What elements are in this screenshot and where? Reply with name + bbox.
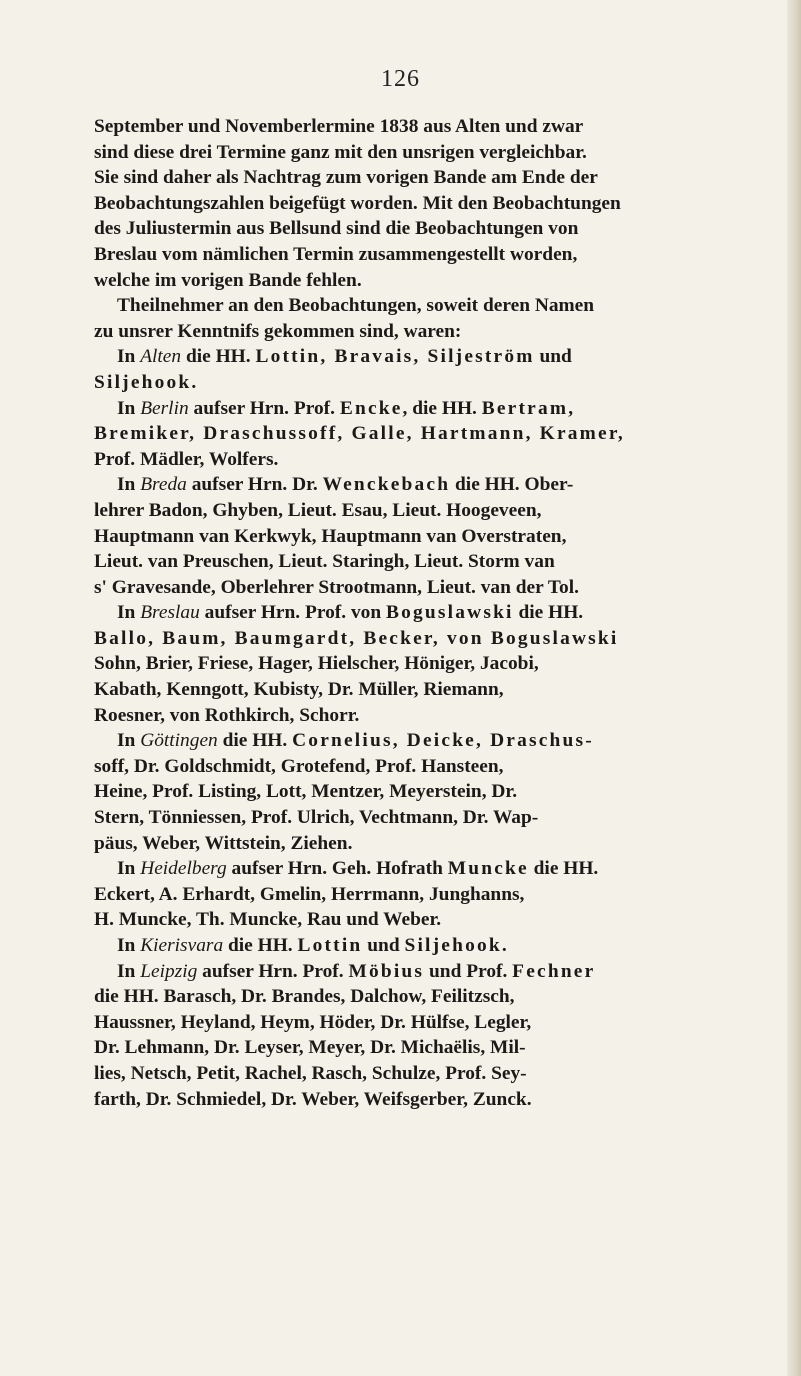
person-names: Cornelius, Deicke, Draschus- — [292, 730, 594, 752]
text-fragment: In — [117, 346, 141, 368]
text-line: H. Muncke, Th. Muncke, Rau und Weber. — [94, 909, 442, 931]
text-line: Beobachtungszahlen beigefügt worden. Mit den Beobachtungen — [94, 192, 621, 214]
text-line: zu unsrer Kenntnifs gekommen sind, waren: — [94, 320, 462, 342]
person-names: Boguslawski — [385, 602, 514, 624]
person-names: Möbius — [348, 960, 425, 982]
text-line: Eckert, A. Erhardt, Gmelin, Herrmann, Junghanns, — [94, 883, 525, 905]
text-line — [94, 600, 772, 626]
text-line: Sohn, Brier, Friese, Hager, Hielscher, Höniger, Jacobi, — [94, 653, 539, 675]
text-line: September und Novemberlermine 1838 aus Alten und zwar — [94, 116, 584, 137]
text-fragment: die HH. — [217, 730, 293, 752]
place-name: Göttingen — [140, 730, 218, 752]
text-line: welche im vorigen Bande fehlen. — [94, 269, 362, 291]
text-line: Kabath, Kenngott, Kubisty, Dr. Müller, Riemann, — [94, 679, 504, 701]
text-fragment: und — [362, 935, 405, 956]
text-line: Ballo, Baum, Baumgardt, Becker, von Boguslawski — [94, 627, 619, 649]
text-line: Siljehook. — [94, 371, 199, 393]
text-fragment: die HH. — [181, 346, 256, 368]
text-line: Theilnehmer an den Beobachtungen, soweit deren Namen — [117, 295, 595, 317]
text-line: sind diese drei Termine ganz mit den unsrigen vergleichbar. — [94, 141, 587, 163]
text-fragment: In — [117, 858, 141, 880]
body-text — [94, 114, 772, 1112]
person-names: Muncke — [447, 858, 529, 880]
text-fragment: die HH. Ober- — [450, 474, 574, 496]
text-fragment: In — [117, 935, 141, 956]
text-fragment: In — [117, 474, 141, 496]
page-number: 126 — [381, 66, 420, 92]
text-fragment: In — [117, 397, 141, 419]
text-line: Heine, Prof. Listing, Lott, Mentzer, Meyerstein, Dr. — [94, 781, 518, 803]
text-line — [94, 959, 772, 985]
text-fragment: die HH. — [223, 935, 298, 956]
text-fragment: aufser Hrn. Geh. Hofrath — [226, 858, 448, 880]
text-line: päus, Weber, Wittstein, Ziehen. — [94, 832, 353, 854]
text-fragment: die HH. — [513, 602, 584, 624]
text-fragment: In — [117, 602, 141, 624]
text-fragment: und Prof. — [424, 960, 513, 982]
text-fragment: , die HH. — [402, 397, 482, 419]
text-line — [94, 933, 772, 959]
person-names: Siljehook. — [404, 935, 509, 956]
text-line: Dr. Lehmann, Dr. Leyser, Meyer, Dr. Michaëlis, Mil- — [94, 1037, 526, 1059]
text-line: lies, Netsch, Petit, Rachel, Rasch, Schulze, Prof. Sey- — [94, 1062, 527, 1084]
person-names: Fechner — [512, 960, 596, 982]
page-edge-shadow — [787, 0, 801, 1376]
text-line: Stern, Tönniessen, Prof. Ulrich, Vechtmann, Dr. Wap- — [94, 807, 539, 829]
text-line: Prof. Mädler, Wolfers. — [94, 448, 279, 470]
place-name: Leipzig — [140, 960, 198, 982]
text-line — [94, 856, 772, 882]
text-line: Sie sind daher als Nachtrag zum vorigen Bande am Ende der — [94, 167, 598, 189]
text-fragment: aufser Hrn. Prof. — [188, 397, 340, 419]
text-line: Bremiker, Draschussoff, Galle, Hartmann, Kramer, — [94, 423, 625, 445]
text-line — [94, 728, 772, 754]
text-line: Roesner, von Rothkirch, Schorr. — [94, 704, 360, 726]
person-names: Bertram, — [481, 397, 576, 419]
text-line: s' Gravesande, Oberlehrer Strootmann, Lieut. van der Tol. — [94, 576, 579, 598]
text-fragment: aufser Hrn. Prof. — [197, 960, 349, 982]
text-fragment: aufser Hrn. Prof. von — [199, 602, 386, 624]
text-line: Hauptmann van Kerkwyk, Hauptmann van Overstraten, — [94, 525, 567, 547]
person-names: Encke — [339, 397, 403, 419]
text-line — [94, 344, 772, 370]
text-line: lehrer Badon, Ghyben, Lieut. Esau, Lieut. Hoogeveen, — [94, 499, 542, 521]
text-line: des Juliustermin aus Bellsund sind die Beobachtungen von — [94, 218, 579, 240]
text-fragment: In — [117, 960, 141, 982]
text-line: Haussner, Heyland, Heym, Höder, Dr. Hülfse, Legler, — [94, 1011, 532, 1033]
text-line — [94, 396, 772, 422]
person-names: Lottin — [297, 935, 363, 956]
text-fragment: die HH. — [528, 858, 599, 880]
text-fragment: aufser Hrn. Dr. — [186, 474, 323, 496]
text-fragment: In — [117, 730, 141, 752]
text-line: Breslau vom nämlichen Termin zusammengestellt worden, — [94, 243, 578, 265]
text-line: Lieut. van Preuschen, Lieut. Staringh, Lieut. Storm van — [94, 551, 555, 573]
text-line — [94, 472, 772, 498]
place-name: Kierisvara — [140, 935, 224, 956]
person-names: Wenckebach — [322, 474, 451, 496]
place-name: Breda — [140, 474, 187, 496]
text-line: farth, Dr. Schmiedel, Dr. Weber, Weifsgerber, Zunck. — [94, 1088, 532, 1110]
text-line: soff, Dr. Goldschmidt, Grotefend, Prof. Hansteen, — [94, 755, 504, 777]
place-name: Breslau — [140, 602, 200, 624]
person-names: Lottin, Bravais, Siljeström — [255, 346, 535, 368]
place-name: Alten — [140, 346, 182, 368]
place-name: Berlin — [140, 397, 189, 419]
text-fragment: und — [534, 346, 572, 368]
text-line: die HH. Barasch, Dr. Brandes, Dalchow, Feilitzsch, — [94, 986, 515, 1008]
place-name: Heidelberg — [140, 858, 227, 880]
